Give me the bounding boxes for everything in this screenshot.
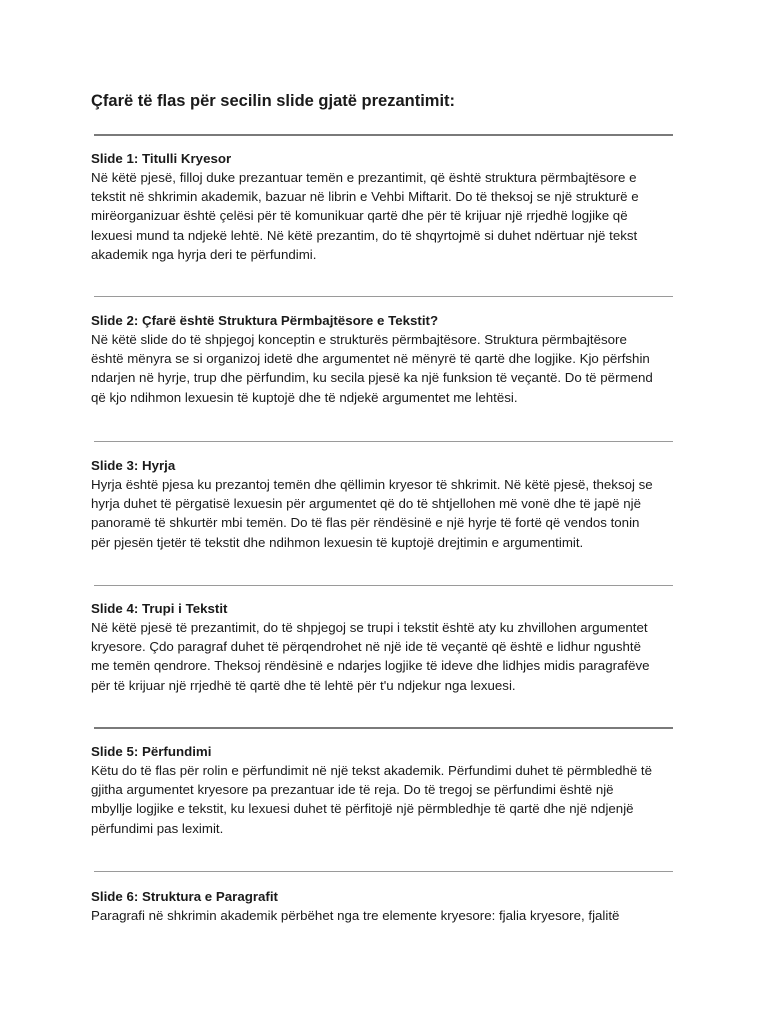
section-slide-5	[91, 742, 691, 838]
section-divider	[94, 296, 673, 297]
body-line: për pjesën tjetër të tekstit dhe ndihmon lexuesin të kuptojë drejtimin e argumentimit.	[91, 534, 584, 550]
section-slide-2	[91, 311, 691, 407]
body-line: Këtu do të flas për rolin e përfundimit në një tekst akademik. Përfundimi duhet të përmbledhë të	[91, 763, 653, 778]
body-line: Hyrja është pjesa ku prezantoj temën dhe qëllimin kryesor të shkrimit. Në këtë pjesë, theksoj se	[91, 477, 653, 492]
body-line: kryesore. Çdo paragraf duhet të përqendrohet në një ide të veçantë që është e lidhur ngushtë	[91, 639, 641, 655]
body-line: akademik nga hyrja deri te përfundimi.	[91, 246, 317, 262]
section-body	[91, 761, 691, 838]
section-body	[91, 330, 691, 407]
section-slide-1	[91, 149, 691, 264]
section-divider	[94, 727, 673, 729]
body-line: Paragrafi në shkrimin akademik përbëhet nga tre elemente kryesore: fjalia kryesore, fjalitë	[91, 908, 620, 923]
section-divider	[94, 441, 673, 442]
body-line: gjitha argumentet kryesore pa prezantuar ide të reja. Do të tregoj se përfundimi është një	[91, 782, 614, 798]
body-line: tekstit në shkrimin akademik, bazuar në librin e Vehbi Miftarit. Do të theksoj se një strukturë e	[91, 189, 639, 205]
section-heading: Slide 6: Struktura e Paragrafit	[91, 889, 278, 904]
section-divider	[94, 871, 673, 872]
section-heading: Slide 4: Trupi i Tekstit	[91, 601, 228, 616]
section-slide-3	[91, 456, 691, 552]
section-heading: Slide 3: Hyrja	[91, 458, 176, 473]
document-title: Çfarë të flas për secilin slide gjatë prezantimit:	[91, 92, 456, 110]
section-slide-6	[91, 887, 691, 925]
section-body	[91, 475, 691, 552]
body-line: me temën qendrore. Theksoj rëndësinë e ndarjes logjike të ideve dhe lidhjes midis paragrafëve	[91, 658, 650, 674]
section-heading: Slide 5: Përfundimi	[91, 744, 212, 759]
body-line: është mënyra se si organizoj idetë dhe argumentet në mënyrë të qartë dhe logjike. Kjo përfshin	[91, 351, 650, 367]
body-line: mbyllje logjike e tekstit, ku lexuesi duhet të përfitojë një përmbledhje të qartë dhe një ndjenjë	[91, 801, 634, 817]
body-line: ndarjen në hyrje, trup dhe përfundim, ku secila pjesë ka një funksion të veçantë. Do të përmend	[91, 370, 653, 386]
body-line: mirëorganizuar është çelësi për të komunikuar qartë dhe për të krijuar një rrjedhë logjike që	[91, 208, 628, 224]
body-line: që kjo ndihmon lexuesin të kuptojë dhe të ndjekë argumentet me lehtësi.	[91, 389, 518, 405]
section-body	[91, 618, 691, 695]
body-line: për të krijuar një rrjedhë të qartë dhe të lehtë për t'u ndjekur nga lexuesi.	[91, 677, 516, 693]
body-line: panoramë të shkurtër mbi temën. Do të flas për rëndësinë e një hyrje të fortë që vendos tonin	[91, 515, 640, 531]
title-divider	[94, 134, 673, 136]
body-line: Në këtë slide do të shpjegoj konceptin e strukturës përmbajtësore. Struktura përmbajtësore	[91, 332, 627, 347]
section-body	[91, 906, 691, 925]
section-heading: Slide 2: Çfarë është Struktura Përmbajtësore e Tekstit?	[91, 313, 439, 328]
body-line: lexuesi mund ta ndjekë lehtë. Në këtë prezantim, do të shqyrtojmë si duhet ndërtuar një tekst	[91, 227, 638, 243]
section-divider	[94, 585, 673, 586]
section-body	[91, 168, 691, 264]
section-slide-4	[91, 599, 691, 695]
body-line: përfundimi pas leximit.	[91, 820, 224, 836]
section-heading: Slide 1: Titulli Kryesor	[91, 151, 232, 166]
body-line: Në këtë pjesë, filloj duke prezantuar temën e prezantimit, që është struktura përmbajtësore e	[91, 170, 637, 185]
body-line: hyrja duhet të përgatisë lexuesin për argumentet që do të shtjellohen më vonë dhe të japë një	[91, 496, 641, 512]
body-line: Në këtë pjesë të prezantimit, do të shpjegoj se trupi i tekstit është aty ku zhvillohen argumentet	[91, 620, 648, 635]
